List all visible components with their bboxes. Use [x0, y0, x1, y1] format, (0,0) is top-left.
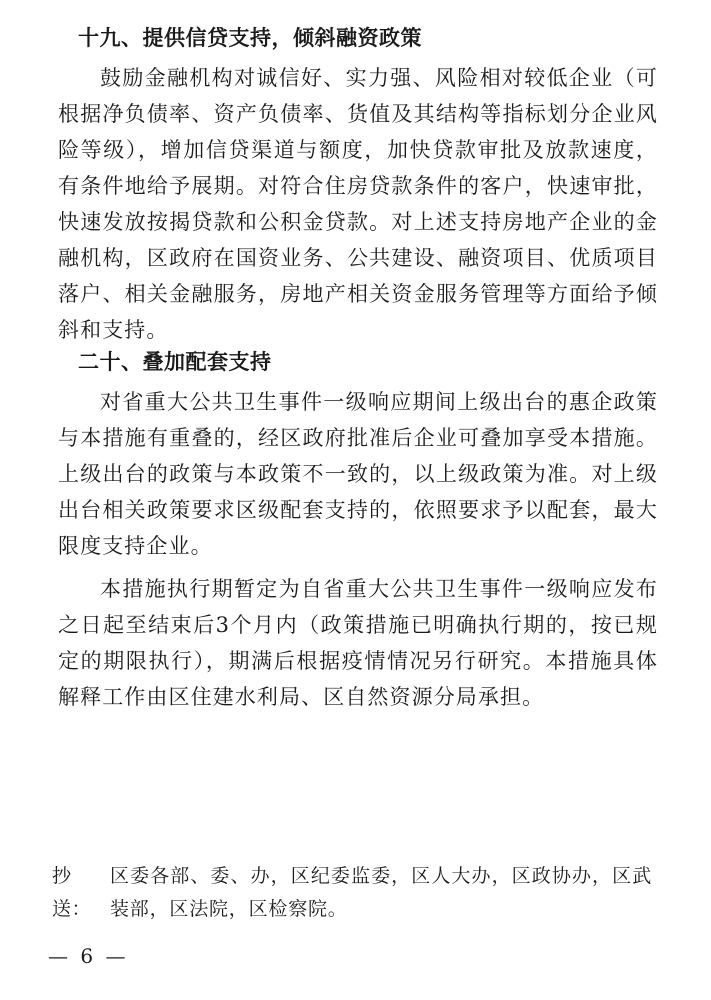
section-heading-20: 二十、叠加配套支持 [78, 350, 272, 374]
section-19-paragraph: 鼓励金融机构对诚信好、实力强、风险相对较低企业（可根据净负债率、资产负债率、货值及其结构等指标划分企业风险等级），增加信贷渠道与额度，加快贷款审批及放款速度，有条件地给予展期。对符合住房贷款条件的客户，快速审批，快速发放按揭贷款和公积金贷款。对上述支持房地产企业的金融机构，区政府在国资业务、公共建设、融资项目、优质项目落户、相关金融服务，房地产相关资金服务管理等方面给予倾斜和支持。 [58, 66, 658, 342]
section-heading-19: 十九、提供信贷支持，倾斜融资政策 [78, 26, 422, 50]
page-number: — 6 — [48, 944, 129, 968]
section-20-paragraph-1: 对省重大公共卫生事件一级响应期间上级出台的惠企政策与本措施有重叠的，经区政府批准后企业可叠加享受本措施。上级出台的政策与本政策不一致的，以上级政策为准。对上级出台相关政策要求区级配套支持的，依照要求予以配套，最大限度支持企业。 [58, 390, 658, 558]
cc-block [52, 860, 652, 926]
cc-label: 抄送： [52, 865, 92, 920]
section-20-paragraph-2: 本措施执行期暂定为自省重大公共卫生事件一级响应发布之日起至结束后3个月内（政策措施已明确执行期的，按已规定的期限执行），期满后根据疫情情况另行研究。本措施具体解释工作由区住建水利局、区自然资源分局承担。 [58, 577, 658, 709]
cc-recipients: 区委各部、委、办，区纪委监委，区人大办，区政协办，区武装部，区法院，区检察院。 [110, 865, 652, 920]
